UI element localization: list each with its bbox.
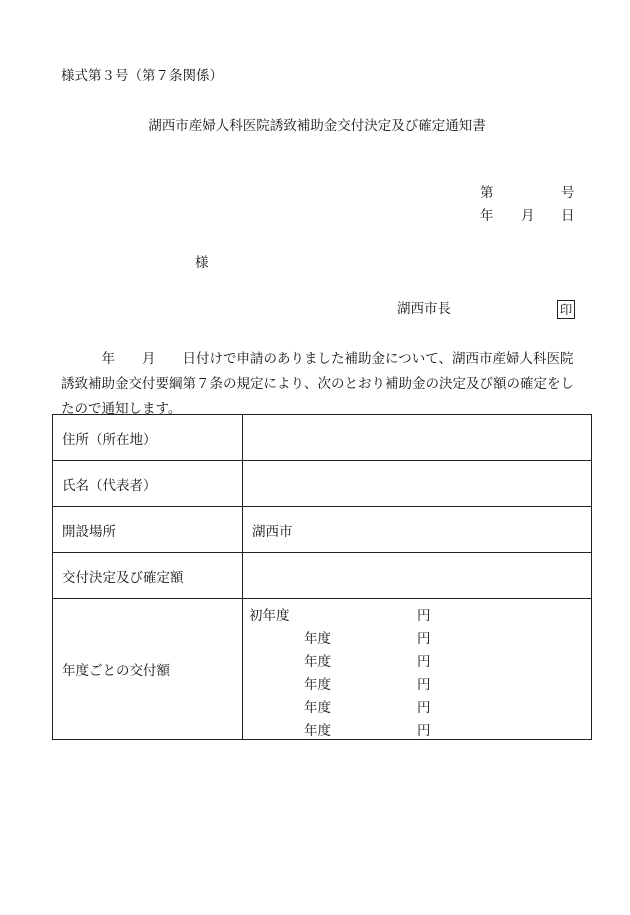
table-row: [53, 553, 592, 599]
doc-number-prefix: 第: [480, 185, 494, 201]
body-line-1: 年 月 日付けで申請のありました補助金について、湖西市産婦人科医院: [61, 351, 574, 367]
row-label-amount: 交付決定及び確定額: [53, 553, 243, 599]
row-value-name[interactable]: [243, 461, 592, 507]
fiscal-row: [249, 719, 549, 739]
fiscal-row: [249, 604, 549, 624]
yen-unit: 円: [417, 608, 431, 624]
sender-name: 湖西市長: [397, 301, 451, 317]
fiscal-breakdown[interactable]: [243, 599, 592, 740]
fiscal-row: [249, 627, 549, 647]
row-value-amount[interactable]: [243, 553, 592, 599]
fiscal-row: [249, 696, 549, 716]
fiscal-year-label: 年度: [304, 631, 331, 647]
fiscal-year-label: 年度: [304, 723, 331, 739]
yen-unit: 円: [417, 654, 431, 670]
row-label-address: 住所（所在地）: [53, 415, 243, 461]
body-paragraph: [61, 347, 591, 422]
row-value-location[interactable]: 湖西市: [243, 507, 592, 553]
doc-number-suffix: 号: [561, 185, 575, 201]
fiscal-year-label: 年度: [304, 654, 331, 670]
table-row: [53, 599, 592, 740]
body-line-2: 誘致補助金交付要綱第７条の規定により、次のとおり補助金の決定及び額の確定をし: [61, 376, 574, 392]
document-title: 湖西市産婦人科医院誘致補助金交付決定及び確定通知書: [148, 118, 486, 134]
issue-date-day: 日: [561, 208, 575, 224]
row-label-location: 開設場所: [53, 507, 243, 553]
fiscal-row: [249, 673, 549, 693]
issue-date-year: 年: [480, 208, 494, 224]
yen-unit: 円: [417, 677, 431, 693]
row-label-fiscal: 年度ごとの交付額: [53, 599, 243, 740]
info-table: [52, 414, 592, 740]
body-line-3: たので通知します。: [61, 401, 182, 417]
fiscal-year-label: 年度: [304, 700, 331, 716]
form-number: 様式第３号（第７条関係）: [61, 68, 223, 84]
fiscal-row: [249, 650, 549, 670]
row-value-address[interactable]: [243, 415, 592, 461]
row-label-name: 氏名（代表者）: [53, 461, 243, 507]
yen-unit: 円: [417, 631, 431, 647]
table-row: [53, 507, 592, 553]
yen-unit: 円: [417, 723, 431, 739]
yen-unit: 円: [417, 700, 431, 716]
table-row: [53, 415, 592, 461]
issue-date-month: 月: [521, 208, 535, 224]
addressee-honorific: 様: [195, 255, 209, 271]
fiscal-year-label: 年度: [304, 677, 331, 693]
table-row: [53, 461, 592, 507]
seal-stamp: 印: [557, 300, 575, 319]
fiscal-year-label: 初年度: [249, 608, 290, 624]
